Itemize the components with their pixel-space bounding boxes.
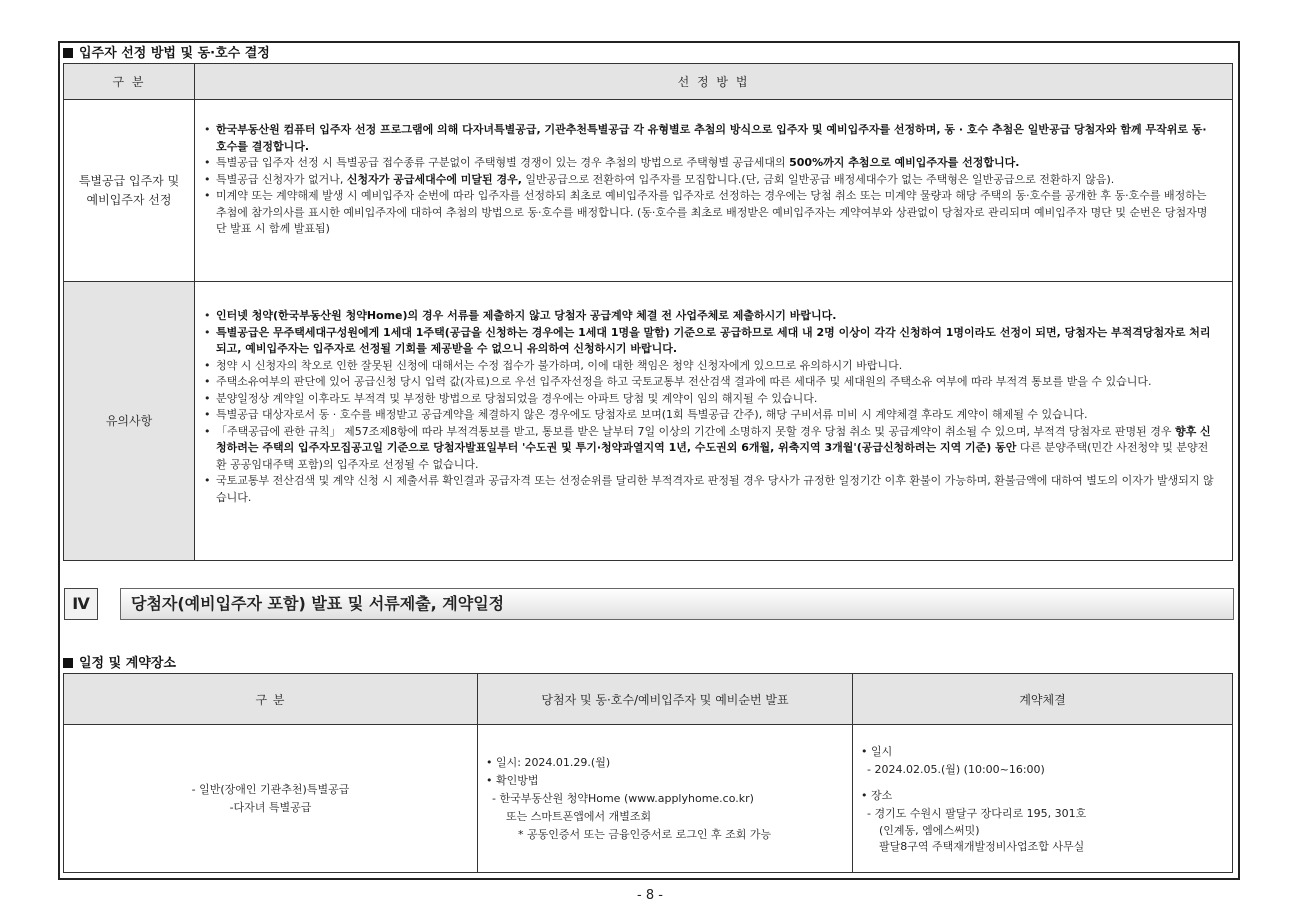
bullet-item: [216, 424, 1217, 474]
method-note: * 공동인증서 또는 금융인증서로 로그인 후 조회 가능: [518, 827, 772, 841]
bullet-item: [216, 358, 1217, 375]
contract-place-line: - 경기도 수원시 팔달구 장다리로 195, 301호: [867, 806, 1087, 820]
bullet-bold: 신청자가 공급세대수에 미달된 경우,: [346, 172, 522, 186]
page-number: - 8 -: [637, 888, 663, 903]
section-number: Ⅳ: [64, 588, 98, 620]
bullet-text: 특별공급 신청자가 없거나,: [216, 172, 347, 186]
bullet-text: 국토교통부 전산검색 및 계약 신청 시 제출서류 확인결과 공급자격 또는 선정순위를 달리한 부적격자로 판정될 경우 당사가 규정한 일정기간 이후 환불이 가능하며, 환불금액에 대하여 별도의 이자가 발생되지 않습니다.: [216, 474, 1214, 504]
notes-bullets: [196, 308, 1231, 506]
bullet-bold: 특별공급은 무주택세대구성원에게 1세대 1주택(공급을 신청하는 경우에는 1세대 1명을 말함) 기준으로 공급하므로 세대 내 2명 이상이 각각 신청하여 1명이라도 선정이 되면, 당첨자는 부적격당첨자로 처리되고, 예비입주자는 입주자로 선정될 기회를 제공받을 수 없으니 유의하여 신청하시기 바랍니다.: [216, 325, 1211, 355]
bullet-text: 일반공급으로 전환하여 입주자를 모집합니다.(단, 금회 일반공급 배정세대수가 없는 주택형은 일반공급으로 전환하지 않음).: [521, 172, 1115, 186]
spacer: [861, 779, 1231, 787]
column-header-contract: 계약체결: [853, 674, 1233, 725]
bullet-text: 다른 분양주택(민간 사전청약 및 분양전환 공공임대주택 포함)의 입주자로 선정될 수 없습니다.: [216, 441, 1209, 471]
schedule-category-cell: [64, 725, 478, 873]
bullet-bold: 인터넷 청약(한국부동산원 청약Home)의 경우 서류를 제출하지 않고 당첨자 공급계약 체결 전 사업주체로 제출하시기 바랍니다.: [216, 309, 837, 322]
bullet-bold: 500%까지 추첨으로 예비입주자를 선정합니다.: [789, 156, 1020, 169]
bullet-item: [216, 308, 1217, 325]
schedule-table: [63, 673, 1233, 873]
contract-date-label: • 일시: [861, 744, 893, 758]
contract-date-value: - 2024.02.05.(월) (10:00~16:00): [867, 762, 1045, 776]
notes-content: [195, 282, 1233, 561]
method-line: - 한국부동산원 청약Home (www.applyhome.co.kr): [492, 791, 754, 805]
bullet-text: 특별공급 대상자로서 동 · 호수를 배정받고 공급계약을 체결하지 않은 경우에도 당첨자로 보며(1회 특별공급 간주), 해당 구비서류 미비 시 계약체결 후라도 계약이 해제될 수 있습니다.: [216, 408, 1088, 421]
contract-place-label: • 장소: [861, 788, 893, 802]
bullet-item: [216, 391, 1217, 408]
column-header-category: 구 분: [64, 674, 478, 725]
square-bullet-icon: [63, 658, 73, 668]
bullet-text: 「주택공급에 관한 규칙」 제57조제8항에 따라 부적격통보를 받고, 통보를 받은 날부터 7일 이상의 기간에 소명하지 못할 경우 당첨 취소 및 공급계약이 취소될 수 있으며, 부적격 당첨자로 판명된 경우: [216, 424, 1175, 438]
row-label-special-supply: [64, 100, 195, 282]
section-heading-selection: [63, 42, 270, 61]
method-line: 또는 스마트폰앱에서 개별조회: [506, 809, 652, 823]
bullet-text: 특별공급 입주자 선정 시 특별공급 접수종류 구분없이 주택형별 경쟁이 있는 경우 추첨의 방법으로 주택형별 공급세대의: [216, 156, 790, 169]
bullet-item: [216, 407, 1217, 424]
category-line: -다자녀 특별공급: [229, 800, 312, 814]
bullet-text: 미계약 또는 계약해제 발생 시 예비입주자 순번에 따라 입주자를 선정하되 최초로 예비입주자를 입주자로 선정하는 경우에는 당첨 취소 또는 미계약 물량과 해당 주택의 동·호수를 공개한 후 동·호수를 배정하는 추첨에 참가의사를 표시한 예비입주자에 대하여 추첨의 방법으로 동·호수를 배정합니다. (동·호수를 최초로 배정받은 예비입주자는 계약여부와 상관없이 당첨자로 관리되며 예비입주자 명단 및 순번은 당첨자명단 발표 시 함께 발표됨): [216, 189, 1208, 235]
contract-place-line: (인계동, 엠에스써밋): [879, 823, 980, 837]
bullet-bold: 향후 신청하려는 주택의 입주자모집공고일 기준으로 당첨자발표일부터 '수도권 및 투기·청약과열지역 1년, 수도권외 6개월, 위축지역 3개월'(공급신청하려는 지역 기준) 동안: [216, 424, 1211, 454]
contract-place-line: 팔달8구역 주택재개발정비사업조합 사무실: [879, 839, 1085, 853]
row-label-notes: 유의사항: [64, 282, 195, 561]
category-line: - 일반(장애인 기관추천)특별공급: [191, 782, 350, 796]
column-header-announcement: 당첨자 및 동·호수/예비입주자 및 예비순번 발표: [478, 674, 853, 725]
square-bullet-icon: [63, 48, 73, 58]
bullet-item: [216, 172, 1217, 189]
special-supply-bullets: [196, 122, 1231, 238]
label-line: 예비입주자 선정: [86, 192, 172, 207]
special-supply-content: [195, 100, 1233, 282]
bullet-text: 청약 시 신청자의 착오로 인한 잘못된 신청에 대해서는 수정 접수가 불가하며, 이에 대한 책임은 청약 신청자에게 있으므로 유의하시기 바랍니다.: [216, 358, 903, 372]
bullet-item: [216, 325, 1217, 358]
method-label: • 확인방법: [486, 773, 539, 787]
announcement-cell: [478, 725, 853, 873]
bullet-text: 분양일정상 계약일 이후라도 부적격 및 부정한 방법으로 당첨되었을 경우에는 아파트 당첨 및 계약이 임의 해지될 수 있습니다.: [216, 391, 818, 405]
selection-method-table: [63, 63, 1233, 561]
heading-text: 입주자 선정 방법 및 동·호수 결정: [79, 46, 270, 61]
bullet-item: [216, 155, 1217, 172]
bullet-text: 주택소유여부의 판단에 있어 공급신청 당시 입력 값(자료)으로 우선 입주자선정을 하고 국토교통부 전산검색 결과에 따른 세대주 및 세대원의 주택소유 여부에 따라 부적격 통보를 받을 수 있습니다.: [216, 375, 1152, 388]
section-title: 당첨자(예비입주자 포함) 발표 및 서류제출, 계약일정: [120, 588, 1234, 620]
bullet-item: [216, 188, 1217, 238]
bullet-item: [216, 122, 1217, 155]
section-banner: [64, 588, 1234, 620]
bullet-item: [216, 374, 1217, 391]
bullet-bold: 한국부동산원 컴퓨터 입주자 선정 프로그램에 의해 다자녀특별공급, 기관추천특별공급 각 유형별로 추첨의 방식으로 입주자 및 예비입주자를 선정하며, 동 · 호수 추첨은 일반공급 당첨자와 함께 무작위로 동·호수를 결정합니다.: [216, 123, 1207, 153]
label-line: 특별공급 입주자 및: [78, 173, 180, 188]
column-header-method: 선 정 방 법: [195, 64, 1233, 100]
announcement-date: • 일시: 2024.01.29.(월): [486, 755, 611, 769]
heading-text: 일정 및 계약장소: [79, 656, 176, 671]
bullet-item: [216, 473, 1217, 506]
contract-cell: [853, 725, 1233, 873]
column-header-category: 구 분: [64, 64, 195, 100]
section-heading-schedule: [63, 652, 176, 671]
